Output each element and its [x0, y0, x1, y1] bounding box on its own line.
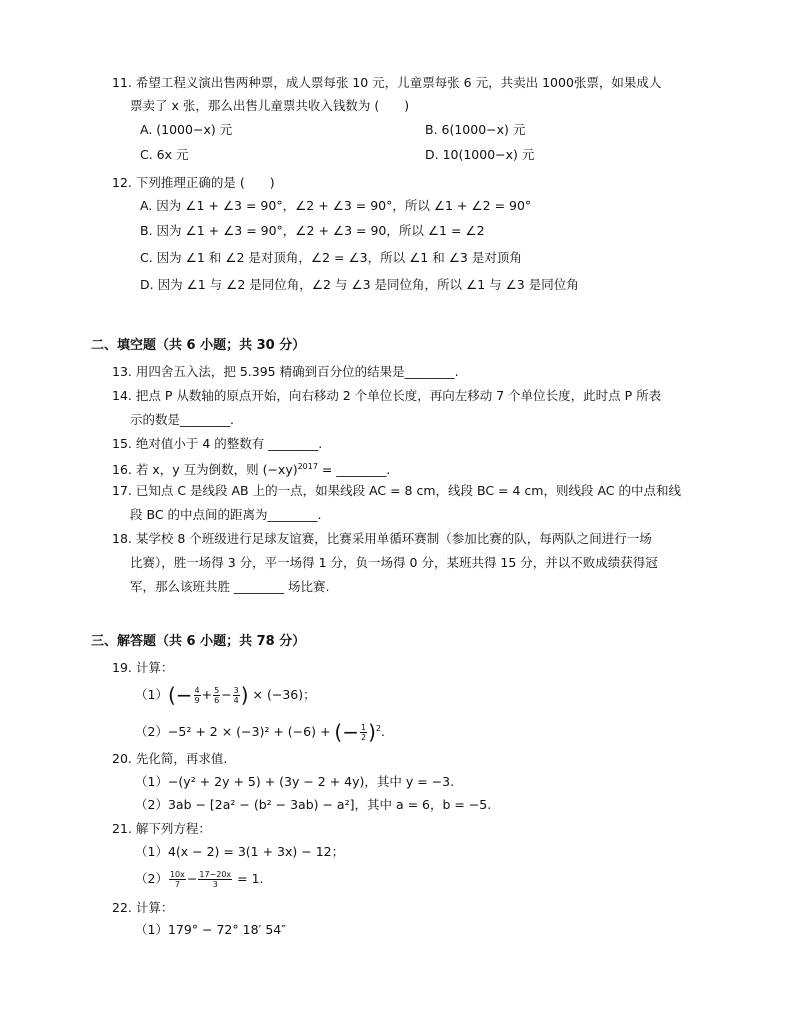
q18-line1: 18. 某学校 8 个班级进行足球友谊赛，比赛采用单循环赛制（参加比赛的队，每两队之间进行一场 — [112, 531, 652, 546]
q19-part1-fraction3: $\frac{3}{4}$ — [233, 686, 239, 705]
q11-stem-line2: 票卖了 x 张，那么出售儿童票共收入钱数为 ( ) — [130, 98, 410, 113]
q12-option-a: A. 因为 ∠1 + ∠3 = 90°，∠2 + ∠3 = 90°，所以 ∠1 + ∠2 = 90° — [140, 198, 532, 213]
q19-part1-close: ) — [240, 683, 249, 707]
q13: 13. 用四舍五入法，把 5.395 精确到百分位的结果是________. — [112, 364, 459, 379]
q11-option-d: D. 10(1000−x) 元 — [425, 147, 535, 162]
q16 — [112, 458, 390, 479]
q19-part2-exponent: 2 — [375, 724, 381, 733]
q21-part2-fraction2: $\frac{17-20x}{3}$ — [199, 870, 232, 889]
q22-stem: 22. 计算： — [112, 900, 174, 915]
q14-line1: 14. 把点 P 从数轴的原点开始，向右移动 2 个单位长度，再向左移动 7 个单位长度，此时点 P 所表 — [112, 388, 662, 403]
q19-part2: （2）−5² + 2 × (−3)² + (−6) + (− $\frac{1}{2}$ )$^2$. — [135, 720, 385, 745]
q19-part1-fraction2: $\frac{5}{6}$ — [214, 686, 220, 705]
q19-part1-tail: × (−36)； — [248, 687, 316, 702]
q12-option-c: C. 因为 ∠1 和 ∠2 是对顶角，∠2 = ∠3，所以 ∠1 和 ∠3 是对顶角 — [140, 250, 522, 265]
q19-part2-head: −5² + 2 × (−3)² + (−6) + — [167, 724, 335, 740]
q11-option-a: A. (1000−x) 元 — [140, 122, 233, 137]
q22-part1: （1）179° − 72° 18′ 54″ — [135, 922, 286, 937]
q12-option-d: D. 因为 ∠1 与 ∠2 是同位角，∠2 与 ∠3 是同位角，所以 ∠1 与 ∠3 是同位角 — [140, 277, 579, 292]
q20-part2: （2）3ab − [2a² − (b² − 3ab) − a²]，其中 a = 6，b = −5. — [135, 797, 492, 812]
q15: 15. 绝对值小于 4 的整数有 ________. — [112, 436, 323, 451]
q19-part1-fraction1: $\frac{4}{9}$ — [194, 686, 200, 705]
q19-part1-open: (− — [167, 683, 193, 707]
q19-part1: （1）(− $\frac{4}{9}$ + $\frac{5}{6}$ − $\frac{3}{4}$ ) × (−36)； — [135, 683, 316, 707]
q21-part2-tail: = 1. — [233, 871, 264, 886]
q14-line2: 示的数是________. — [130, 412, 234, 427]
q19-part2-fraction: $\frac{1}{2}$ — [360, 723, 367, 743]
q21-part1: （1）4(x − 2) = 3(1 + 3x) − 12； — [135, 844, 345, 859]
q16-pre: 16. 若 x，y 互为倒数，则 (−xy) — [112, 462, 298, 478]
q19-stem: 19. 计算： — [112, 660, 174, 675]
q21-part2-fraction1: $\frac{10x}{7}$ — [169, 870, 185, 889]
q18-line2: 比赛），胜一场得 3 分，平一场得 1 分，负一场得 0 分，某班共得 15 分，并以不败成绩获得冠 — [130, 555, 658, 570]
q18-line3: 军，那么该班共胜 ________ 场比赛. — [130, 579, 330, 594]
q11-stem-line1: 11. 希望工程义演出售两种票，成人票每张 10 元，儿童票每张 6 元，共卖出 1000张票，如果成人 — [112, 75, 662, 90]
q20-stem: 20. 先化简，再求值. — [112, 751, 228, 766]
section-fill-in-title: 二、填空题（共 6 小题；共 30 分） — [91, 338, 306, 353]
section-solve-title: 三、解答题（共 6 小题；共 78 分） — [91, 634, 306, 649]
q21-part2: （2） $\frac{10x}{7}$ − $\frac{17-20x}{3}$ = 1. — [135, 870, 264, 889]
q16-exponent: 2017 — [297, 462, 318, 471]
q16-post: = ________. — [317, 462, 391, 478]
q17-line2: 段 BC 的中点间的距离为________. — [130, 507, 322, 522]
q21-stem: 21. 解下列方程： — [112, 821, 211, 836]
q19-part2-label: （2） — [135, 724, 168, 740]
q19-part1-label: （1） — [135, 687, 168, 702]
q17-line1: 17. 已知点 C 是线段 AB 上的一点，如果线段 AC = 8 cm，线段 BC = 4 cm，则线段 AC 的中点和线 — [112, 483, 681, 498]
q21-part2-label: （2） — [135, 871, 168, 886]
q11-option-b: B. 6(1000−x) 元 — [425, 122, 526, 137]
q20-part1: （1）−(y² + 2y + 5) + (3y − 2 + 4y)，其中 y = −3. — [135, 774, 455, 789]
q11-option-c: C. 6x 元 — [140, 147, 189, 162]
q12-stem: 12. 下列推理正确的是 ( ) — [112, 175, 275, 190]
q12-option-b: B. 因为 ∠1 + ∠3 = 90°，∠2 + ∠3 = 90，所以 ∠1 = ∠2 — [140, 223, 485, 238]
